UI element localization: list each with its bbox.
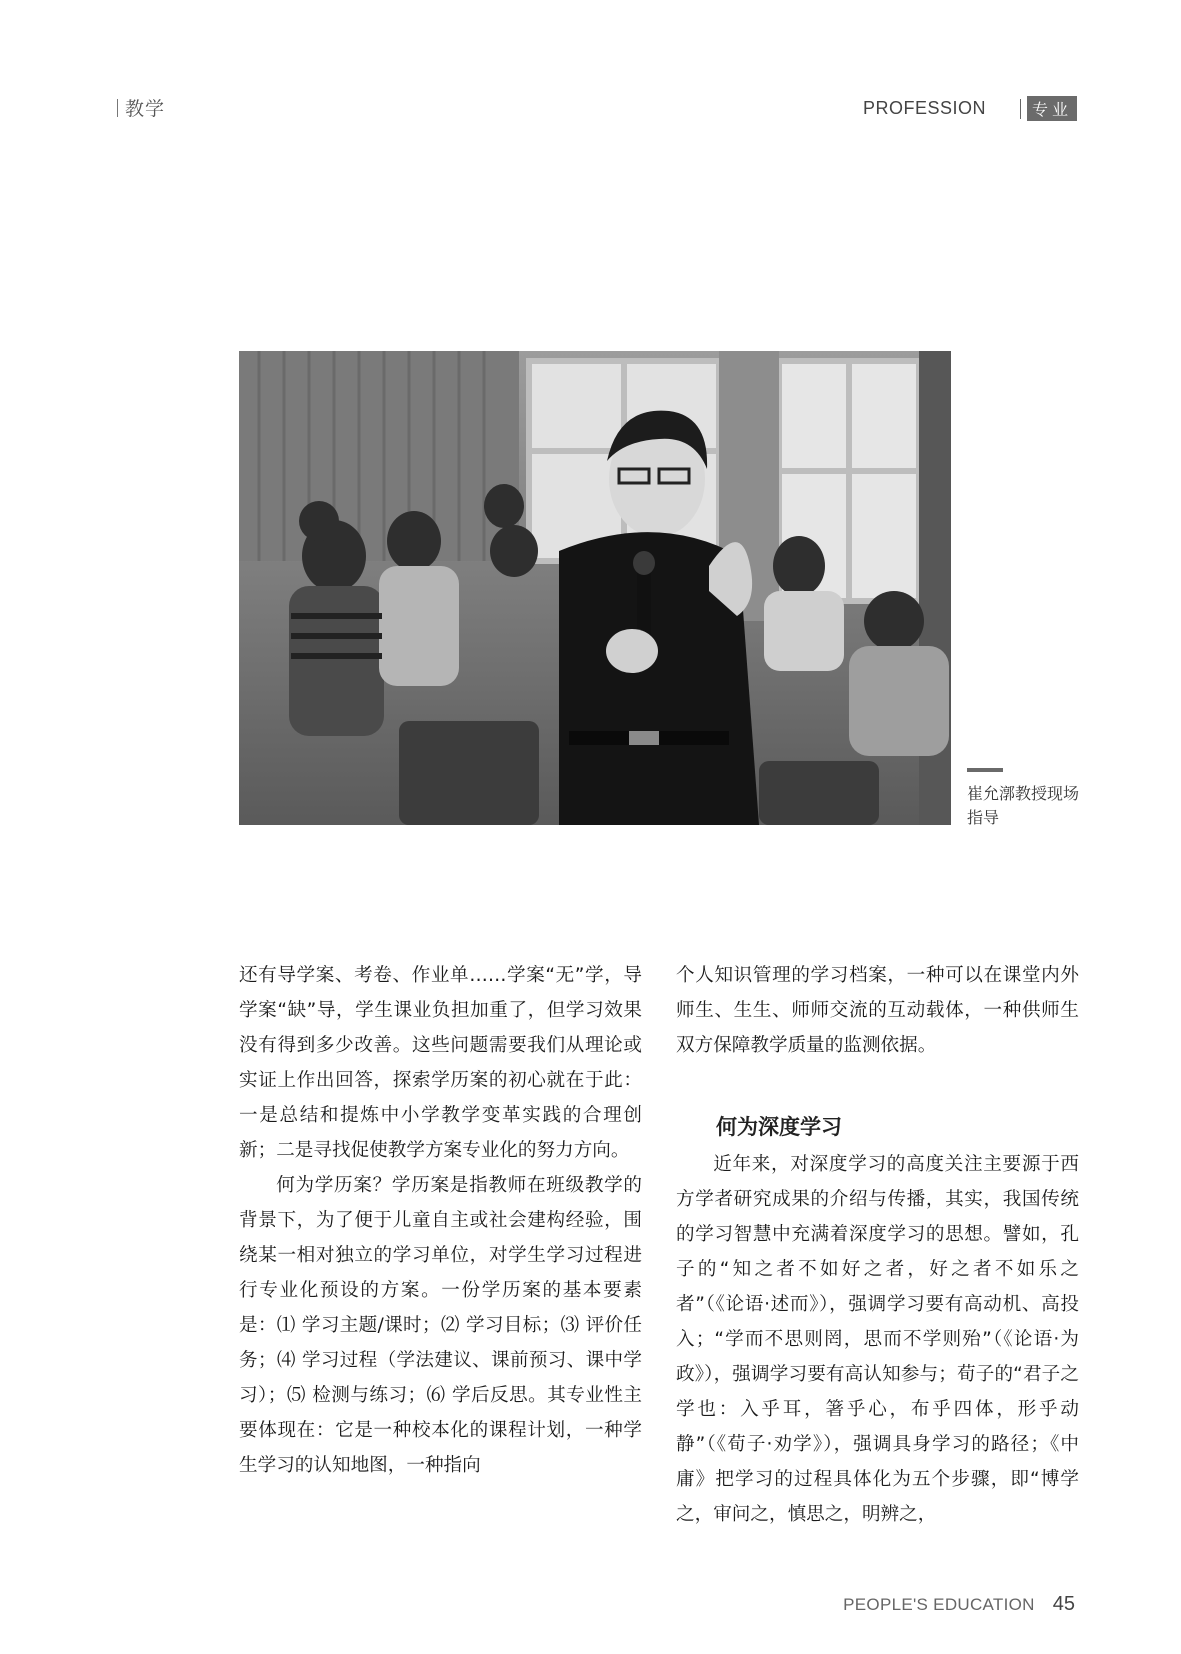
- paragraph: 还有导学案、考卷、作业单……学案“无”学，导学案“缺”导，学生课业负担加重了，但学习效果没有得到多少改善。这些问题需要我们从理论或实证上作出回答，探索学历案的初心就在于此：一是总结和提炼中小学教学变革实践的合理创新；二是寻找促使教学方案专业化的努力方向。: [239, 965, 642, 1161]
- article-photo: [239, 351, 951, 825]
- magazine-name: PEOPLE'S EDUCATION: [843, 1595, 1035, 1614]
- page-number: 45: [1052, 1593, 1075, 1615]
- divider: [1020, 99, 1021, 119]
- classroom-photo-illustration: [239, 351, 951, 825]
- paragraph: 何为学历案？学历案是指教师在班级教学的背景下，为了便于儿童自主或社会建构经验，围绕某一相对独立的学习单位，对学生学习过程进行专业化预设的方案。一份学历案的基本要素是：⑴ 学习主题/课时；⑵ 学习目标；⑶ 评价任务；⑷ 学习过程（学法建议、课前预习、课中学习）；⑸ 检测与练习；⑹ 学后反思。其专业性主要体现在：它是一种校本化的课程计划，一种学生学习的认知地图，一种指向: [239, 1175, 642, 1476]
- text-column-right: [676, 958, 1079, 1532]
- section-label-left: [117, 94, 165, 121]
- photo-caption: 崔允漷教授现场指导: [967, 784, 1080, 827]
- text-column-left: [239, 958, 642, 1483]
- section-heading: 何为深度学习: [716, 1115, 842, 1139]
- section-title-en: PROFESSION: [862, 98, 986, 118]
- divider: [117, 99, 118, 117]
- paragraph: 近年来，对深度学习的高度关注主要源于西方学者研究成果的介绍与传播，其实，我国传统的学习智慧中充满着深度学习的思想。譬如，孔子的“知之者不如好之者，好之者不如乐之者”（《论语·述而》），强调学习要有高动机、高投入；“学而不思则罔，思而不学则殆”（《论语·为政》），强调学习要有高认知参与；荀子的“君子之学也：入乎耳，箸乎心，布乎四体，形乎动静”（《荀子·劝学》），强调具身学习的路径；《中庸》把学习的过程具体化为五个步骤，即“博学之，审问之，慎思之，明辨之，: [676, 1154, 1079, 1525]
- caption-dash: [967, 768, 1003, 772]
- page-footer: [843, 1593, 1075, 1616]
- curtain: [239, 351, 519, 561]
- section-title: 教学: [125, 98, 166, 120]
- section-badge: 专业: [1027, 96, 1077, 121]
- section-label-right: [863, 96, 1077, 121]
- paragraph: 个人知识管理的学习档案，一种可以在课堂内外师生、生生、师师交流的互动载体，一种供师生双方保障教学质量的监测依据。: [676, 965, 1079, 1056]
